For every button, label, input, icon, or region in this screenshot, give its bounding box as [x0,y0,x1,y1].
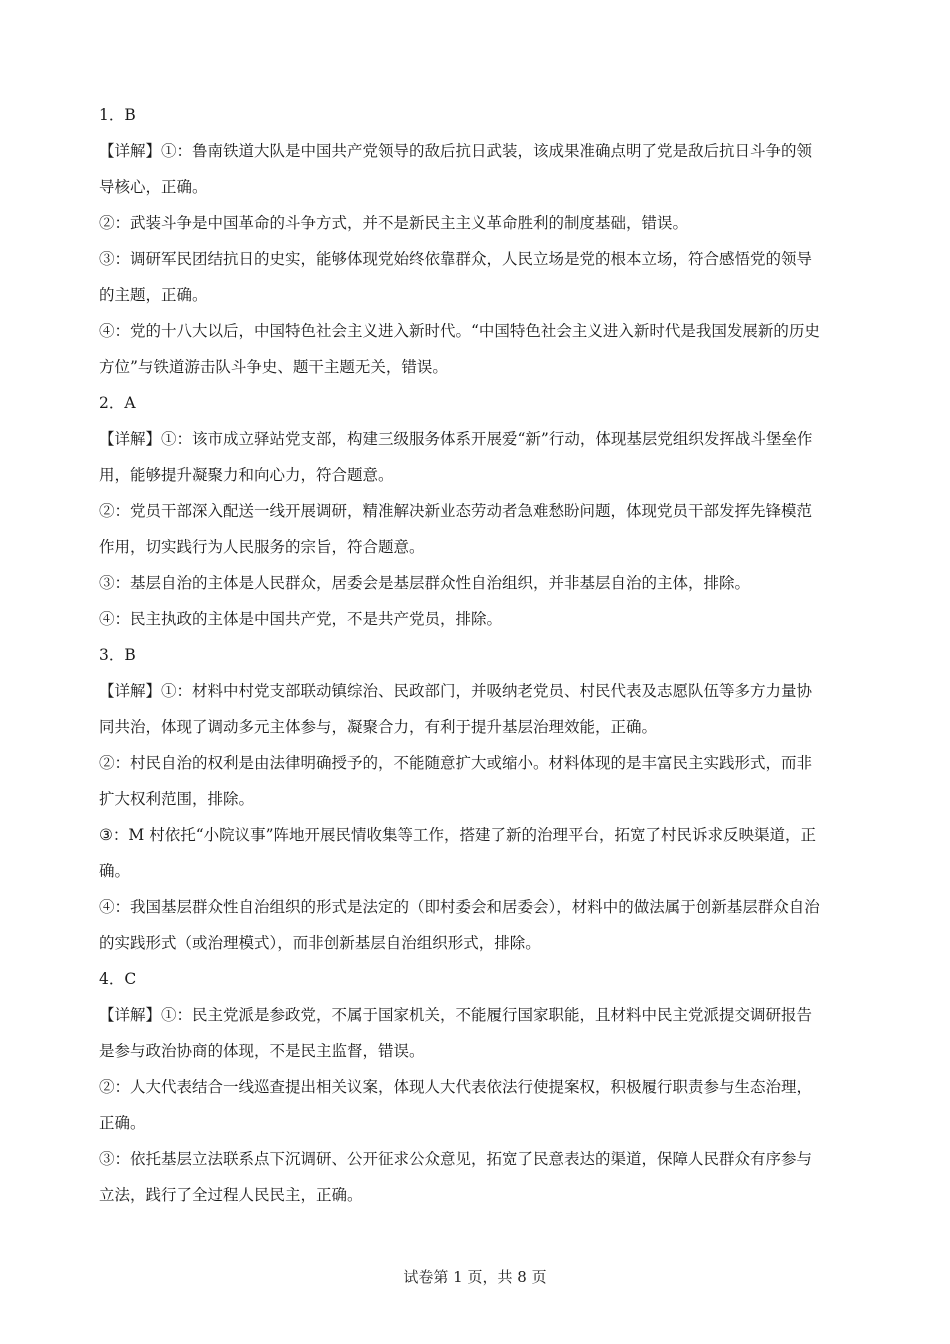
question-answer: 3．B [99,646,136,664]
question-block-2 [99,385,859,637]
question-block-3 [99,637,859,961]
explanation-line: 确。 [99,862,131,880]
explanation-line: ③：M 村依托“小院议事”阵地开展民情收集等工作，搭建了新的治理平台，拓宽了村民诉求反映渠道，正 [99,826,817,844]
explanation-line: 用，能够提升凝聚力和向心力，符合题意。 [99,466,394,484]
explanation-line: 作用，切实践行为人民服务的宗旨，符合题意。 [99,538,425,556]
explanation-line: ④：党的十八大以后，中国特色社会主义进入新时代。“中国特色社会主义进入新时代是我国发展新的历史 [99,322,820,340]
explanation-line: ③：调研军民团结抗日的史实，能够体现党始终依靠群众，人民立场是党的根本立场，符合感悟党的领导 [99,250,813,268]
explanation-line: 的实践形式（或治理模式），而非创新基层自治组织形式，排除。 [99,934,541,952]
explanation-line: ②：人大代表结合一线巡查提出相关议案，体现人大代表依法行使提案权，积极履行职责参与生态治理， [99,1078,813,1096]
explanation-line: 【详解】①：鲁南铁道大队是中国共产党领导的敌后抗日武装，该成果准确点明了党是敌后抗日斗争的领 [99,142,813,160]
explanation-line: ④：民主执政的主体是中国共产党，不是共产党员，排除。 [99,610,503,628]
question-answer: 1．B [99,106,136,124]
question-block-1 [99,97,859,385]
explanation-line: ②：党员干部深入配送一线开展调研，精准解决新业态劳动者急难愁盼问题，体现党员干部发挥先锋模范 [99,502,813,520]
explanation-line: 是参与政治协商的体现，不是民主监督，错误。 [99,1042,425,1060]
explanation-line: ③：依托基层立法联系点下沉调研、公开征求公众意见，拓宽了民意表达的渠道，保障人民群众有序参与 [99,1150,813,1168]
question-answer: 2．A [99,394,136,412]
explanation-line: 【详解】①：民主党派是参政党，不属于国家机关，不能履行国家职能，且材料中民主党派提交调研报告 [99,1006,813,1024]
explanation-line: 【详解】①：材料中村党支部联动镇综治、民政部门，并吸纳老党员、村民代表及志愿队伍等多方力量协 [99,682,813,700]
explanation-line: 立法，践行了全过程人民民主，正确。 [99,1186,363,1204]
question-block-4 [99,961,859,1213]
explanation-line: 【详解】①：该市成立驿站党支部，构建三级服务体系开展爱“新”行动，体现基层党组织发挥战斗堡垒作 [99,430,813,448]
explanation-line: 导核心，正确。 [99,178,208,196]
explanation-line: ③：基层自治的主体是人民群众，居委会是基层群众性自治组织，并非基层自治的主体，排除。 [99,574,751,592]
page-footer: 试卷第 1 页，共 8 页 [403,1268,547,1286]
explanation-line: 的主题，正确。 [99,286,208,304]
question-answer: 4．C [99,970,137,988]
explanation-line: ②：村民自治的权利是由法律明确授予的，不能随意扩大或缩小。材料体现的是丰富民主实践形式，而非 [99,754,813,772]
explanation-line: 方位”与铁道游击队斗争史、题干主题无关，错误。 [99,358,448,376]
explanation-line: 正确。 [99,1114,146,1132]
answer-content [99,97,859,1213]
explanation-line: 扩大权利范围，排除。 [99,790,255,808]
explanation-line: 同共治，体现了调动多元主体参与，凝聚合力，有利于提升基层治理效能，正确。 [99,718,658,736]
explanation-line: ④：我国基层群众性自治组织的形式是法定的（即村委会和居委会），材料中的做法属于创新基层群众自治 [99,898,820,916]
explanation-line: ②：武装斗争是中国革命的斗争方式，并不是新民主主义革命胜利的制度基础，错误。 [99,214,689,232]
